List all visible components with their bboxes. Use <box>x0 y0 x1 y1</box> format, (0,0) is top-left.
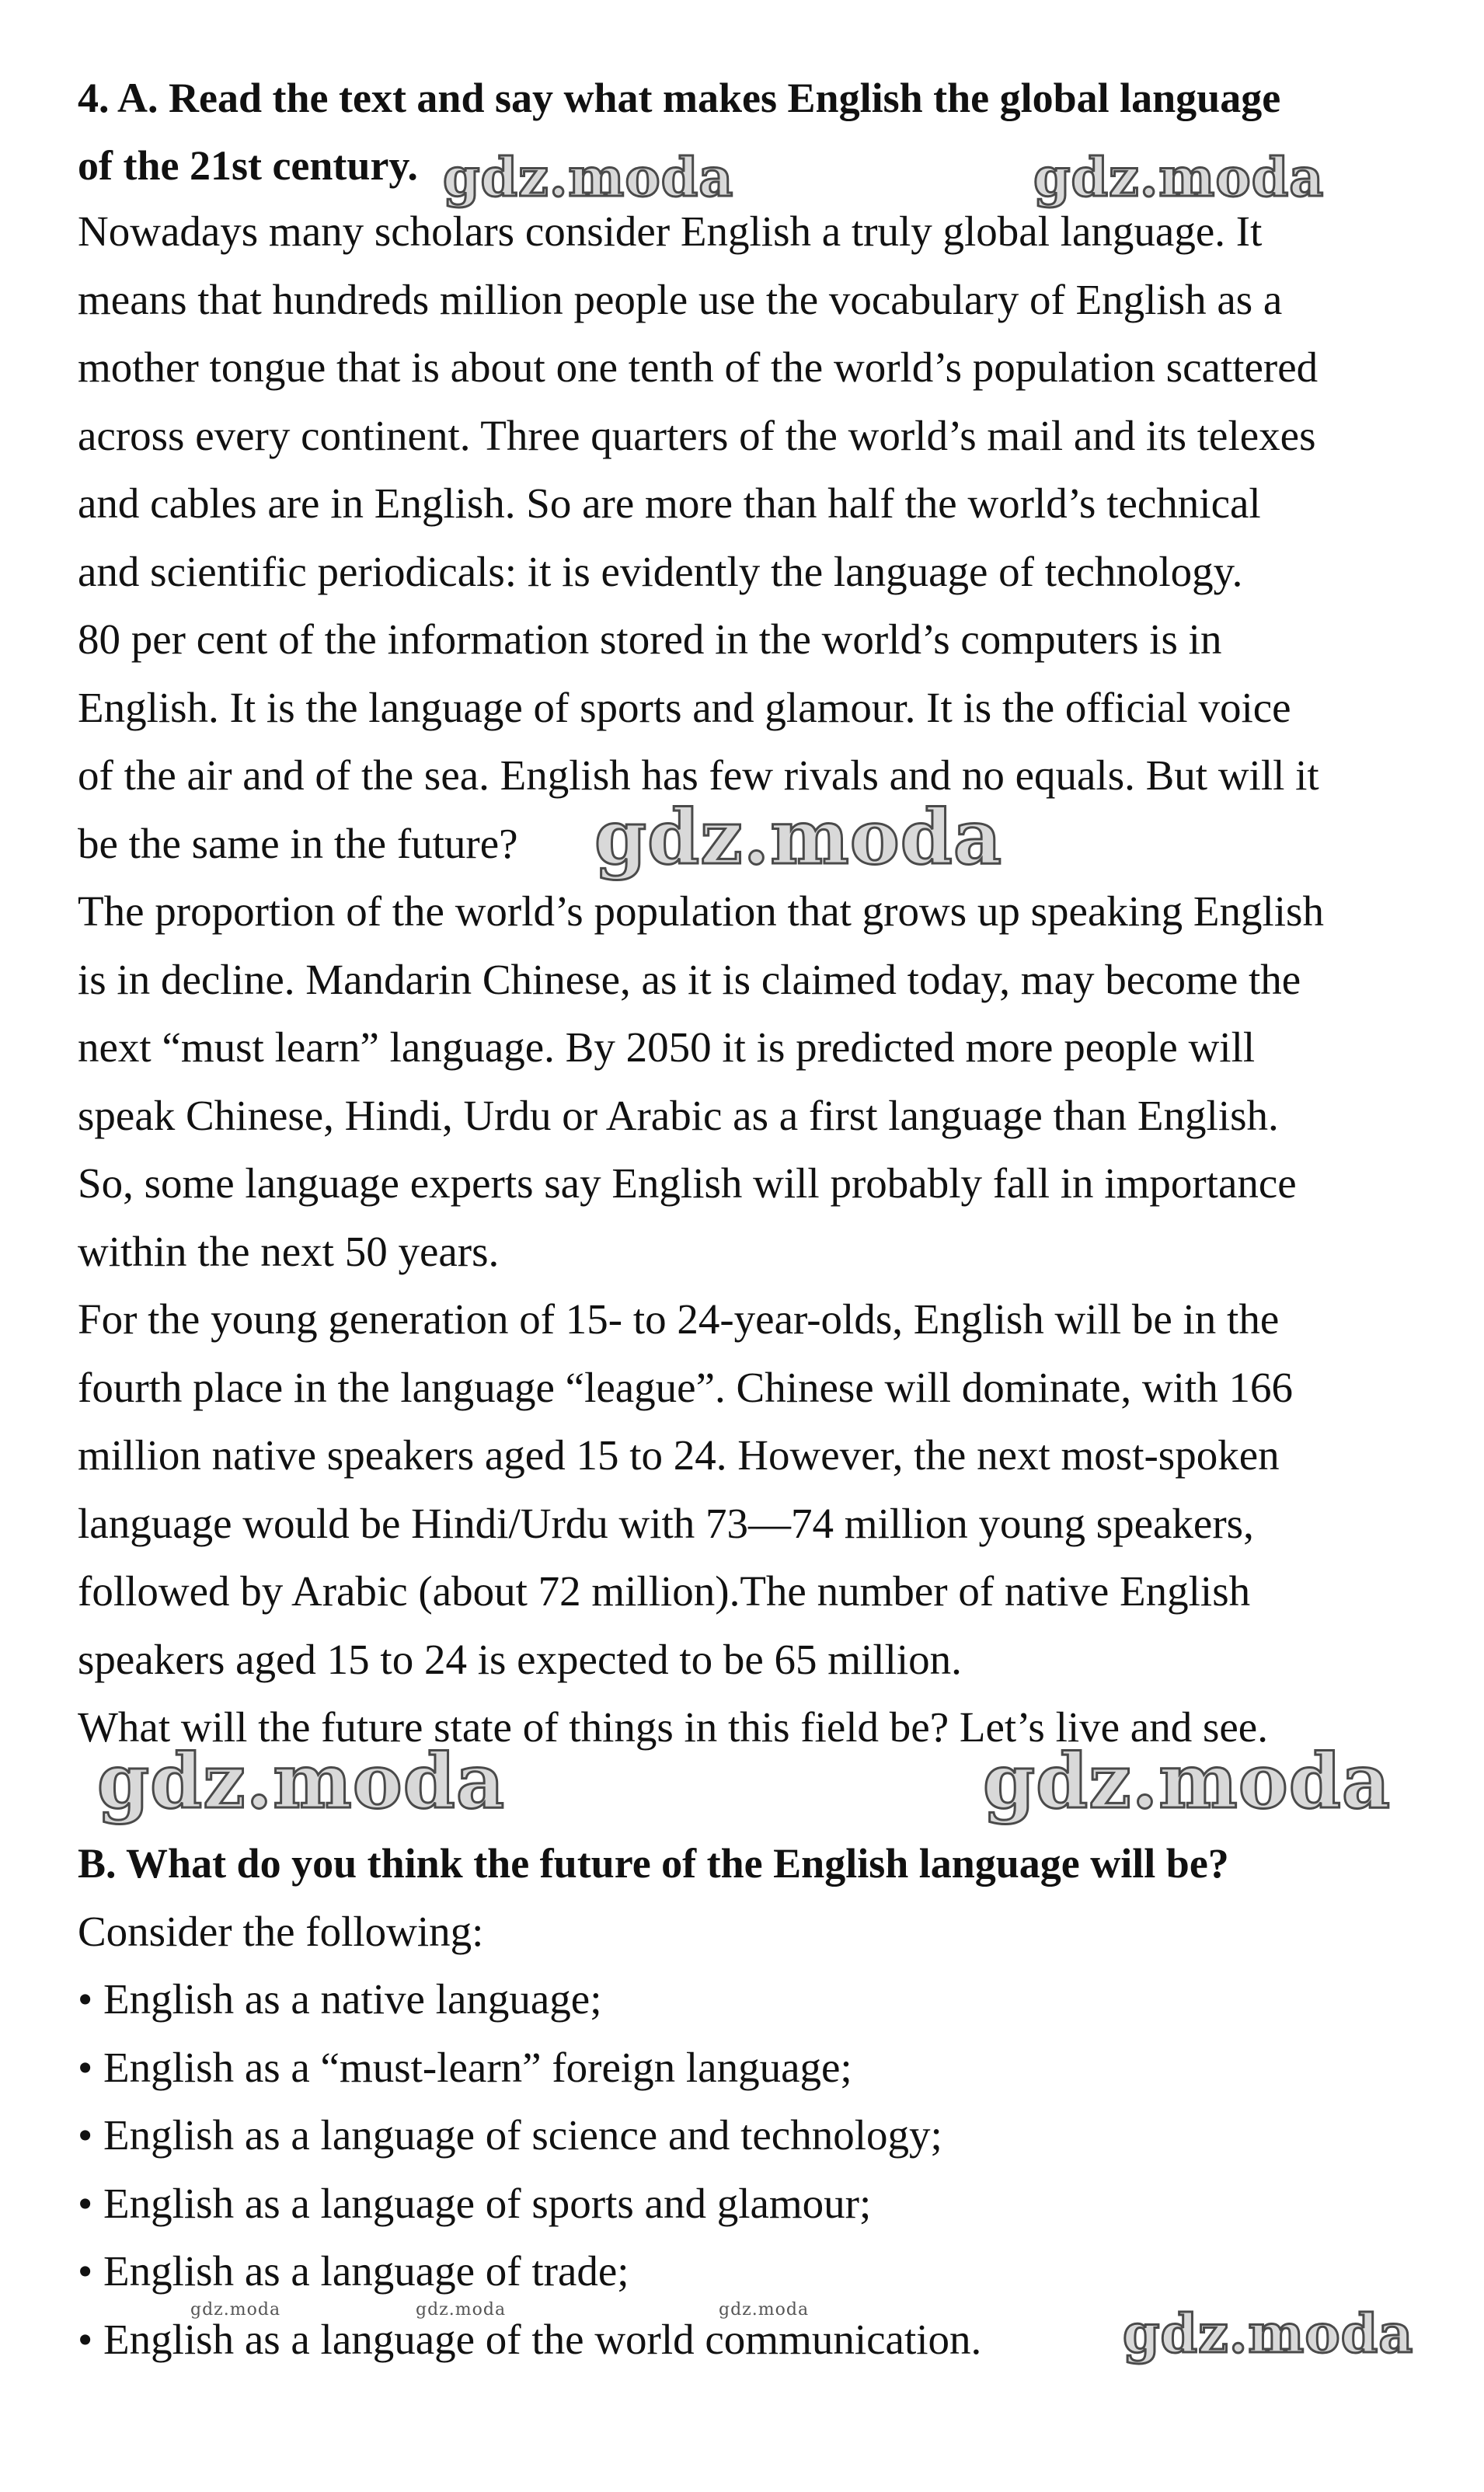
text-line: language would be Hindi/Urdu with 73—74 million young speakers, <box>78 1500 1254 1547</box>
text-line: across every continent. Three quarters of the world’s mail and its telexes <box>78 412 1316 459</box>
text-line: and cables are in English. So are more than half the world’s technical <box>78 479 1261 527</box>
text-line: followed by Arabic (about 72 million).The number of native English <box>78 1567 1251 1615</box>
text-line: means that hundreds million people use the vocabulary of English as a <box>78 276 1283 323</box>
task-heading-line-2: of the 21st century. <box>78 142 418 189</box>
text-line: What will the future state of things in this field be? Let’s live and see. <box>78 1703 1268 1751</box>
text-line: English. It is the language of sports and glamour. It is the official voice <box>78 684 1291 731</box>
text-line: Nowadays many scholars consider English a truly global language. It <box>78 207 1263 255</box>
text-line: and scientific periodicals: it is evidently the language of technology. <box>78 548 1243 595</box>
text-line: fourth place in the language “league”. Chinese will dominate, with 166 <box>78 1364 1293 1411</box>
text-line: is in decline. Mandarin Chinese, as it is claimed today, may become the <box>78 956 1301 1003</box>
bullet-item: • English as a language of science and technology; <box>78 2111 942 2159</box>
watermark-logo: gdz.moda <box>594 793 1003 881</box>
watermark-logo: gdz.moda <box>1033 147 1325 209</box>
watermark-logo: gdz.moda <box>416 2300 507 2319</box>
text-line: next “must learn” language. By 2050 it is predicted more people will <box>78 1023 1256 1071</box>
bullet-item: • English as a language of the world communication. <box>78 2316 982 2363</box>
bullet-item: • English as a “must-learn” foreign language; <box>78 2044 852 2091</box>
text-line: of the air and of the sea. English has few rivals and no equals. But will it <box>78 751 1319 799</box>
text-line: For the young generation of 15- to 24-year-olds, English will be in the <box>78 1295 1280 1343</box>
bullet-item: • English as a language of trade; <box>78 2247 629 2295</box>
watermark-logo: gdz.moda <box>190 2300 281 2319</box>
watermark-logo: gdz.moda <box>97 1737 506 1825</box>
text-line: speakers aged 15 to 24 is expected to be 65 million. <box>78 1636 962 1683</box>
text-line: The proportion of the world’s population that grows up speaking English <box>78 887 1324 935</box>
bullet-item: • English as a native language; <box>78 1975 602 2023</box>
watermark-logo: gdz.moda <box>719 2300 810 2319</box>
watermark-logo: gdz.moda <box>443 147 734 209</box>
bullet-item: • English as a language of sports and glamour; <box>78 2180 872 2227</box>
text-line: be the same in the future? <box>78 820 518 867</box>
watermark-logo: gdz.moda <box>1123 2303 1414 2365</box>
text-line: within the next 50 years. <box>78 1228 500 1275</box>
text-line: So, some language experts say English will probably fall in importance <box>78 1159 1297 1207</box>
text-line: million native speakers aged 15 to 24. However, the next most-spoken <box>78 1431 1280 1479</box>
part-b-heading: B. What do you think the future of the English language will be? <box>78 1840 1229 1887</box>
part-b-intro: Consider the following: <box>78 1908 484 1955</box>
text-line: mother tongue that is about one tenth of the world’s population scattered <box>78 343 1319 391</box>
text-line: speak Chinese, Hindi, Urdu or Arabic as a first language than English. <box>78 1092 1279 1139</box>
text-line: 80 per cent of the information stored in the world’s computers is in <box>78 615 1222 663</box>
task-heading-line-1: 4. A. Read the text and say what makes English the global language <box>78 75 1281 121</box>
watermark-logo: gdz.moda <box>983 1737 1392 1825</box>
